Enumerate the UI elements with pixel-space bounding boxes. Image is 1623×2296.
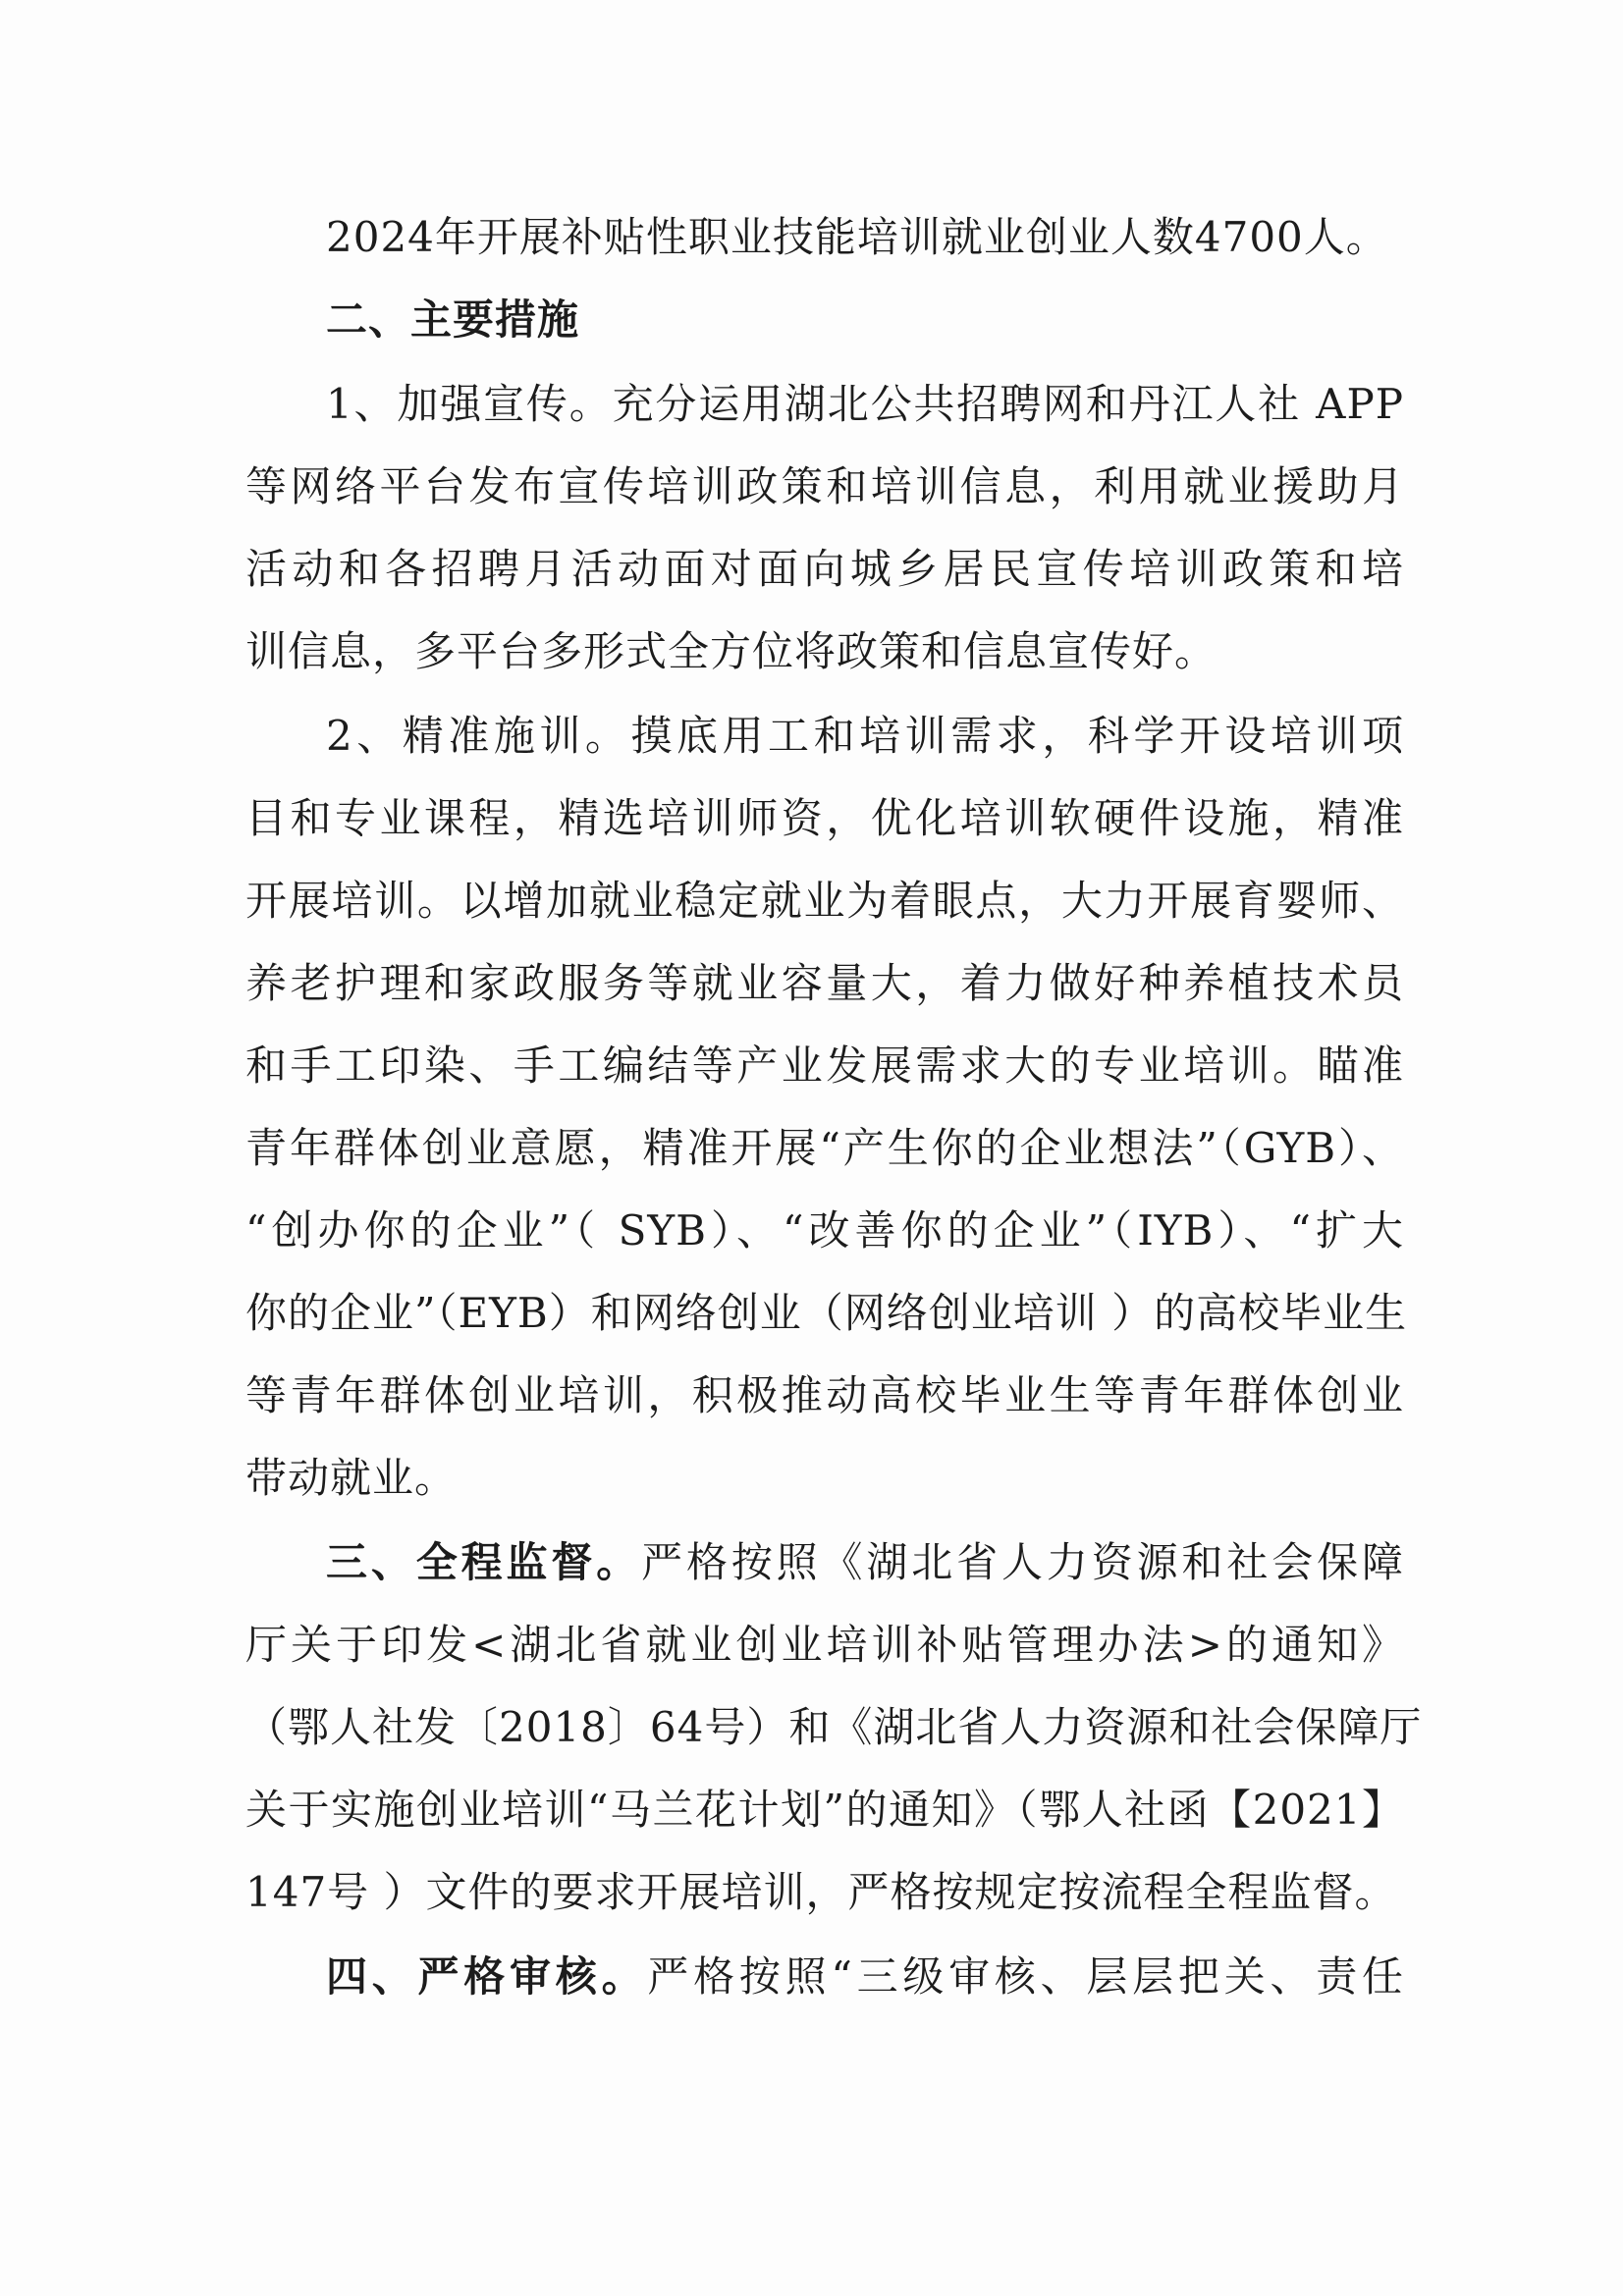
text-line: 养老护理和家政服务等就业容量大，着力做好种养植技术员 bbox=[245, 959, 1404, 1007]
section-heading-3: 三、全程监督。 bbox=[326, 1538, 642, 1586]
text-run: 严格按照“三级审核、层层把关、责任 bbox=[647, 1952, 1404, 2001]
section-paragraph-4 bbox=[326, 1948, 1404, 2006]
section-heading-2: 二、主要措施 bbox=[326, 295, 580, 344]
text-line: 带动就业。 bbox=[245, 1454, 458, 1502]
text-line: 你的企业”（EYB）和网络创业（网络创业培训 ）的高校毕业生 bbox=[245, 1289, 1408, 1337]
section-paragraph-3 bbox=[326, 1533, 1404, 1592]
text-run: 严格按照《湖北省人力资源和社会保障 bbox=[641, 1538, 1404, 1586]
text-line: 厅关于印发<湖北省就业创业培训补贴管理办法>的通知》 bbox=[245, 1621, 1404, 1669]
text-line: 等网络平台发布宣传培训政策和培训信息，利用就业援助月 bbox=[245, 462, 1404, 510]
text-line: （鄂人社发〔2018〕64号）和《湖北省人力资源和社会保障厅 bbox=[245, 1703, 1423, 1751]
text-line: 147号 ）文件的要求开展培训，严格按规定按流程全程监督。 bbox=[245, 1868, 1397, 1916]
text-line: 活动和各招聘月活动面对面向城乡居民宣传培训政策和培 bbox=[245, 545, 1404, 593]
text-line: 青年群体创业意愿，精准开展“产生你的企业想法”（GYB）、 bbox=[245, 1124, 1404, 1172]
text-line: 2024年开展补贴性职业技能培训就业创业人数4700人。 bbox=[326, 213, 1388, 261]
text-line: “创办你的企业”（ SYB）、“改善你的企业”（IYB）、“扩大 bbox=[245, 1206, 1404, 1255]
text-line: 和手工印染、手工编结等产业发展需求大的专业培训。瞄准 bbox=[245, 1041, 1404, 1090]
text-line: 关于实施创业培训“马兰花计划”的通知》（鄂人社函【2021】 bbox=[245, 1786, 1404, 1834]
text-line: 等青年群体创业培训，积极推动高校毕业生等青年群体创业 bbox=[245, 1371, 1404, 1419]
text-line: 2、精准施训。摸底用工和培训需求，科学开设培训项 bbox=[326, 712, 1404, 760]
text-line: 目和专业课程，精选培训师资，优化培训软硬件设施，精准 bbox=[245, 794, 1404, 842]
section-heading-4: 四、严格审核。 bbox=[326, 1952, 648, 2001]
text-line: 训信息，多平台多形式全方位将政策和信息宣传好。 bbox=[245, 627, 1217, 675]
text-line: 1、加强宣传。充分运用湖北公共招聘网和丹江人社 APP bbox=[326, 380, 1404, 428]
text-line: 开展培训。以增加就业稳定就业为着眼点，大力开展育婴师、 bbox=[245, 877, 1404, 925]
